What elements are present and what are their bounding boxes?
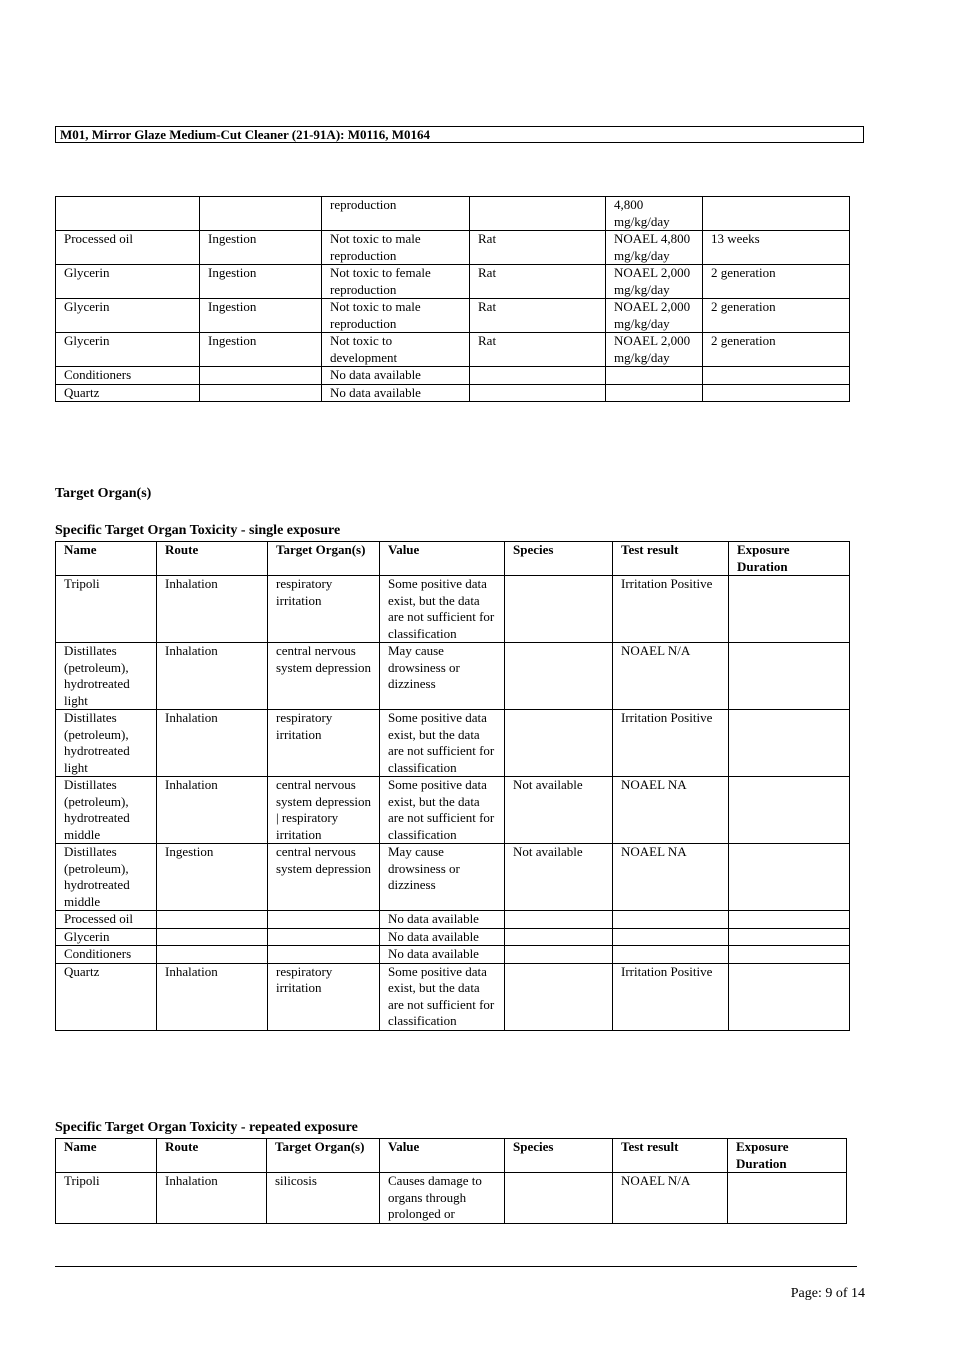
table-cell: Rat [470, 333, 606, 367]
table-cell: Not available [505, 777, 613, 844]
table-row [56, 928, 850, 946]
table-cell [728, 1173, 847, 1224]
table-cell: Causes damage to organs through prolonged or [380, 1173, 505, 1224]
table-cell: Glycerin [56, 928, 157, 946]
table-cell: NOAEL 2,000 mg/kg/day [606, 265, 703, 299]
table-cell: Inhalation [157, 710, 268, 777]
table-cell: Processed oil [56, 231, 200, 265]
table-cell: respiratory irritation [268, 963, 380, 1030]
table-cell [703, 367, 850, 385]
table-cell: NOAEL 2,000 mg/kg/day [606, 333, 703, 367]
table-cell [200, 384, 322, 402]
table-cell [470, 197, 606, 231]
table-cell: central nervous system depression [268, 643, 380, 710]
table-cell: No data available [380, 928, 505, 946]
table-cell [200, 367, 322, 385]
table-cell: Rat [470, 299, 606, 333]
table-cell: Glycerin [56, 265, 200, 299]
table-cell [505, 946, 613, 964]
table-cell [606, 384, 703, 402]
table-cell: Some positive data exist, but the data are not sufficient for classification [380, 963, 505, 1030]
table-cell [613, 946, 729, 964]
table-cell: May cause drowsiness or dizziness [380, 643, 505, 710]
table-cell [157, 946, 268, 964]
table-cell: Quartz [56, 963, 157, 1030]
table-cell [505, 1173, 613, 1224]
table-cell: reproduction [322, 197, 470, 231]
table-cell: Not toxic to male reproduction [322, 299, 470, 333]
table-cell: May cause drowsiness or dizziness [380, 844, 505, 911]
table-cell [268, 911, 380, 929]
table-cell [613, 928, 729, 946]
table-cell: Irritation Positive [613, 963, 729, 1030]
table-cell: Distillates (petroleum), hydrotreated light [56, 710, 157, 777]
table-cell [729, 777, 850, 844]
table-cell [157, 911, 268, 929]
table-cell: 2 generation [703, 333, 850, 367]
table-cell: Processed oil [56, 911, 157, 929]
table-cell [729, 911, 850, 929]
document-header: M01, Mirror Glaze Medium-Cut Cleaner (21-91A): M0116, M0164 [55, 126, 864, 143]
table-row [56, 963, 850, 1030]
footer-rule [55, 1266, 857, 1267]
column-header: Value [380, 542, 505, 576]
table-cell: Ingestion [200, 299, 322, 333]
table-cell: Quartz [56, 384, 200, 402]
table-cell: NOAEL 2,000 mg/kg/day [606, 299, 703, 333]
table-cell: Conditioners [56, 946, 157, 964]
reproductive-toxicity-table [55, 196, 850, 402]
table-row [56, 367, 850, 385]
table-cell: silicosis [267, 1173, 380, 1224]
table-cell [729, 963, 850, 1030]
table-row [56, 576, 850, 643]
table-cell: Ingestion [200, 265, 322, 299]
table-cell: central nervous system depression [268, 844, 380, 911]
table-row [56, 777, 850, 844]
column-header: Route [157, 542, 268, 576]
table-cell [268, 946, 380, 964]
table-cell [505, 710, 613, 777]
table-cell: Tripoli [56, 1173, 157, 1224]
column-header: Name [56, 542, 157, 576]
column-header: Target Organ(s) [267, 1139, 380, 1173]
column-header: Value [380, 1139, 505, 1173]
table-cell [729, 576, 850, 643]
table-row [56, 643, 850, 710]
table-cell [505, 643, 613, 710]
column-header: Species [505, 1139, 613, 1173]
table-cell: central nervous system depression | respiratory irritation [268, 777, 380, 844]
table-cell: Glycerin [56, 299, 200, 333]
table-cell: Ingestion [200, 231, 322, 265]
table-cell: Tripoli [56, 576, 157, 643]
table-row [56, 911, 850, 929]
table-cell [729, 844, 850, 911]
table-cell: 2 generation [703, 265, 850, 299]
table-cell: 2 generation [703, 299, 850, 333]
table-cell: Distillates (petroleum), hydrotreated middle [56, 844, 157, 911]
column-header: Exposure Duration [729, 542, 850, 576]
table-cell: Inhalation [157, 963, 268, 1030]
table-cell [157, 928, 268, 946]
table-cell: Conditioners [56, 367, 200, 385]
table-cell: Irritation Positive [613, 576, 729, 643]
table-cell: NOAEL NA [613, 844, 729, 911]
table-cell: Ingestion [200, 333, 322, 367]
table-cell [613, 911, 729, 929]
table-cell: Not toxic to development [322, 333, 470, 367]
table-cell [729, 643, 850, 710]
table-cell: No data available [380, 946, 505, 964]
table-row [56, 197, 850, 231]
table-cell: respiratory irritation [268, 710, 380, 777]
column-header: Test result [613, 1139, 728, 1173]
table-cell: Rat [470, 231, 606, 265]
table-cell [505, 576, 613, 643]
table-cell: Some positive data exist, but the data are not sufficient for classification [380, 710, 505, 777]
table-cell: Distillates (petroleum), hydrotreated light [56, 643, 157, 710]
table-cell: Not toxic to male reproduction [322, 231, 470, 265]
table-cell [56, 197, 200, 231]
table-cell: NOAEL NA [613, 777, 729, 844]
table-cell: Glycerin [56, 333, 200, 367]
table-row [56, 231, 850, 265]
table-cell: 13 weeks [703, 231, 850, 265]
single-exposure-heading: Specific Target Organ Toxicity - single exposure [55, 523, 341, 538]
table-header-row [56, 542, 850, 576]
column-header: Route [157, 1139, 267, 1173]
table-row [56, 265, 850, 299]
column-header: Exposure Duration [728, 1139, 847, 1173]
table-cell: Ingestion [157, 844, 268, 911]
target-organs-heading: Target Organ(s) [55, 486, 152, 501]
table-cell: Some positive data exist, but the data are not sufficient for classification [380, 576, 505, 643]
table-cell: NOAEL 4,800 mg/kg/day [606, 231, 703, 265]
repeated-exposure-table [55, 1138, 847, 1224]
table-cell [505, 928, 613, 946]
table-cell: Not available [505, 844, 613, 911]
table-row [56, 844, 850, 911]
table-cell: Irritation Positive [613, 710, 729, 777]
repeated-exposure-heading: Specific Target Organ Toxicity - repeated exposure [55, 1120, 358, 1135]
table-cell [268, 928, 380, 946]
table-cell: 4,800 mg/kg/day [606, 197, 703, 231]
column-header: Test result [613, 542, 729, 576]
table-cell: Inhalation [157, 643, 268, 710]
table-cell [470, 384, 606, 402]
table-header-row [56, 1139, 847, 1173]
column-header: Target Organ(s) [268, 542, 380, 576]
table-cell: Inhalation [157, 576, 268, 643]
table-row [56, 946, 850, 964]
table-cell [200, 197, 322, 231]
table-cell [729, 928, 850, 946]
page-number: Page: 9 of 14 [790, 1286, 865, 1301]
table-cell [729, 710, 850, 777]
table-cell: NOAEL N/A [613, 1173, 728, 1224]
single-exposure-table [55, 541, 850, 1031]
table-cell [703, 197, 850, 231]
table-cell: Distillates (petroleum), hydrotreated middle [56, 777, 157, 844]
column-header: Name [56, 1139, 157, 1173]
table-cell: No data available [380, 911, 505, 929]
table-row [56, 1173, 847, 1224]
table-cell: No data available [322, 367, 470, 385]
table-cell [703, 384, 850, 402]
table-cell [729, 946, 850, 964]
column-header: Species [505, 542, 613, 576]
table-cell: Not toxic to female reproduction [322, 265, 470, 299]
table-cell: respiratory irritation [268, 576, 380, 643]
table-cell [505, 963, 613, 1030]
table-cell: Some positive data exist, but the data are not sufficient for classification [380, 777, 505, 844]
table-cell: Inhalation [157, 777, 268, 844]
table-cell [505, 911, 613, 929]
table-cell: Rat [470, 265, 606, 299]
table-cell: No data available [322, 384, 470, 402]
table-row [56, 333, 850, 367]
table-row [56, 710, 850, 777]
table-cell [470, 367, 606, 385]
table-cell: NOAEL N/A [613, 643, 729, 710]
table-row [56, 299, 850, 333]
table-cell [606, 367, 703, 385]
table-row [56, 384, 850, 402]
table-cell: Inhalation [157, 1173, 267, 1224]
